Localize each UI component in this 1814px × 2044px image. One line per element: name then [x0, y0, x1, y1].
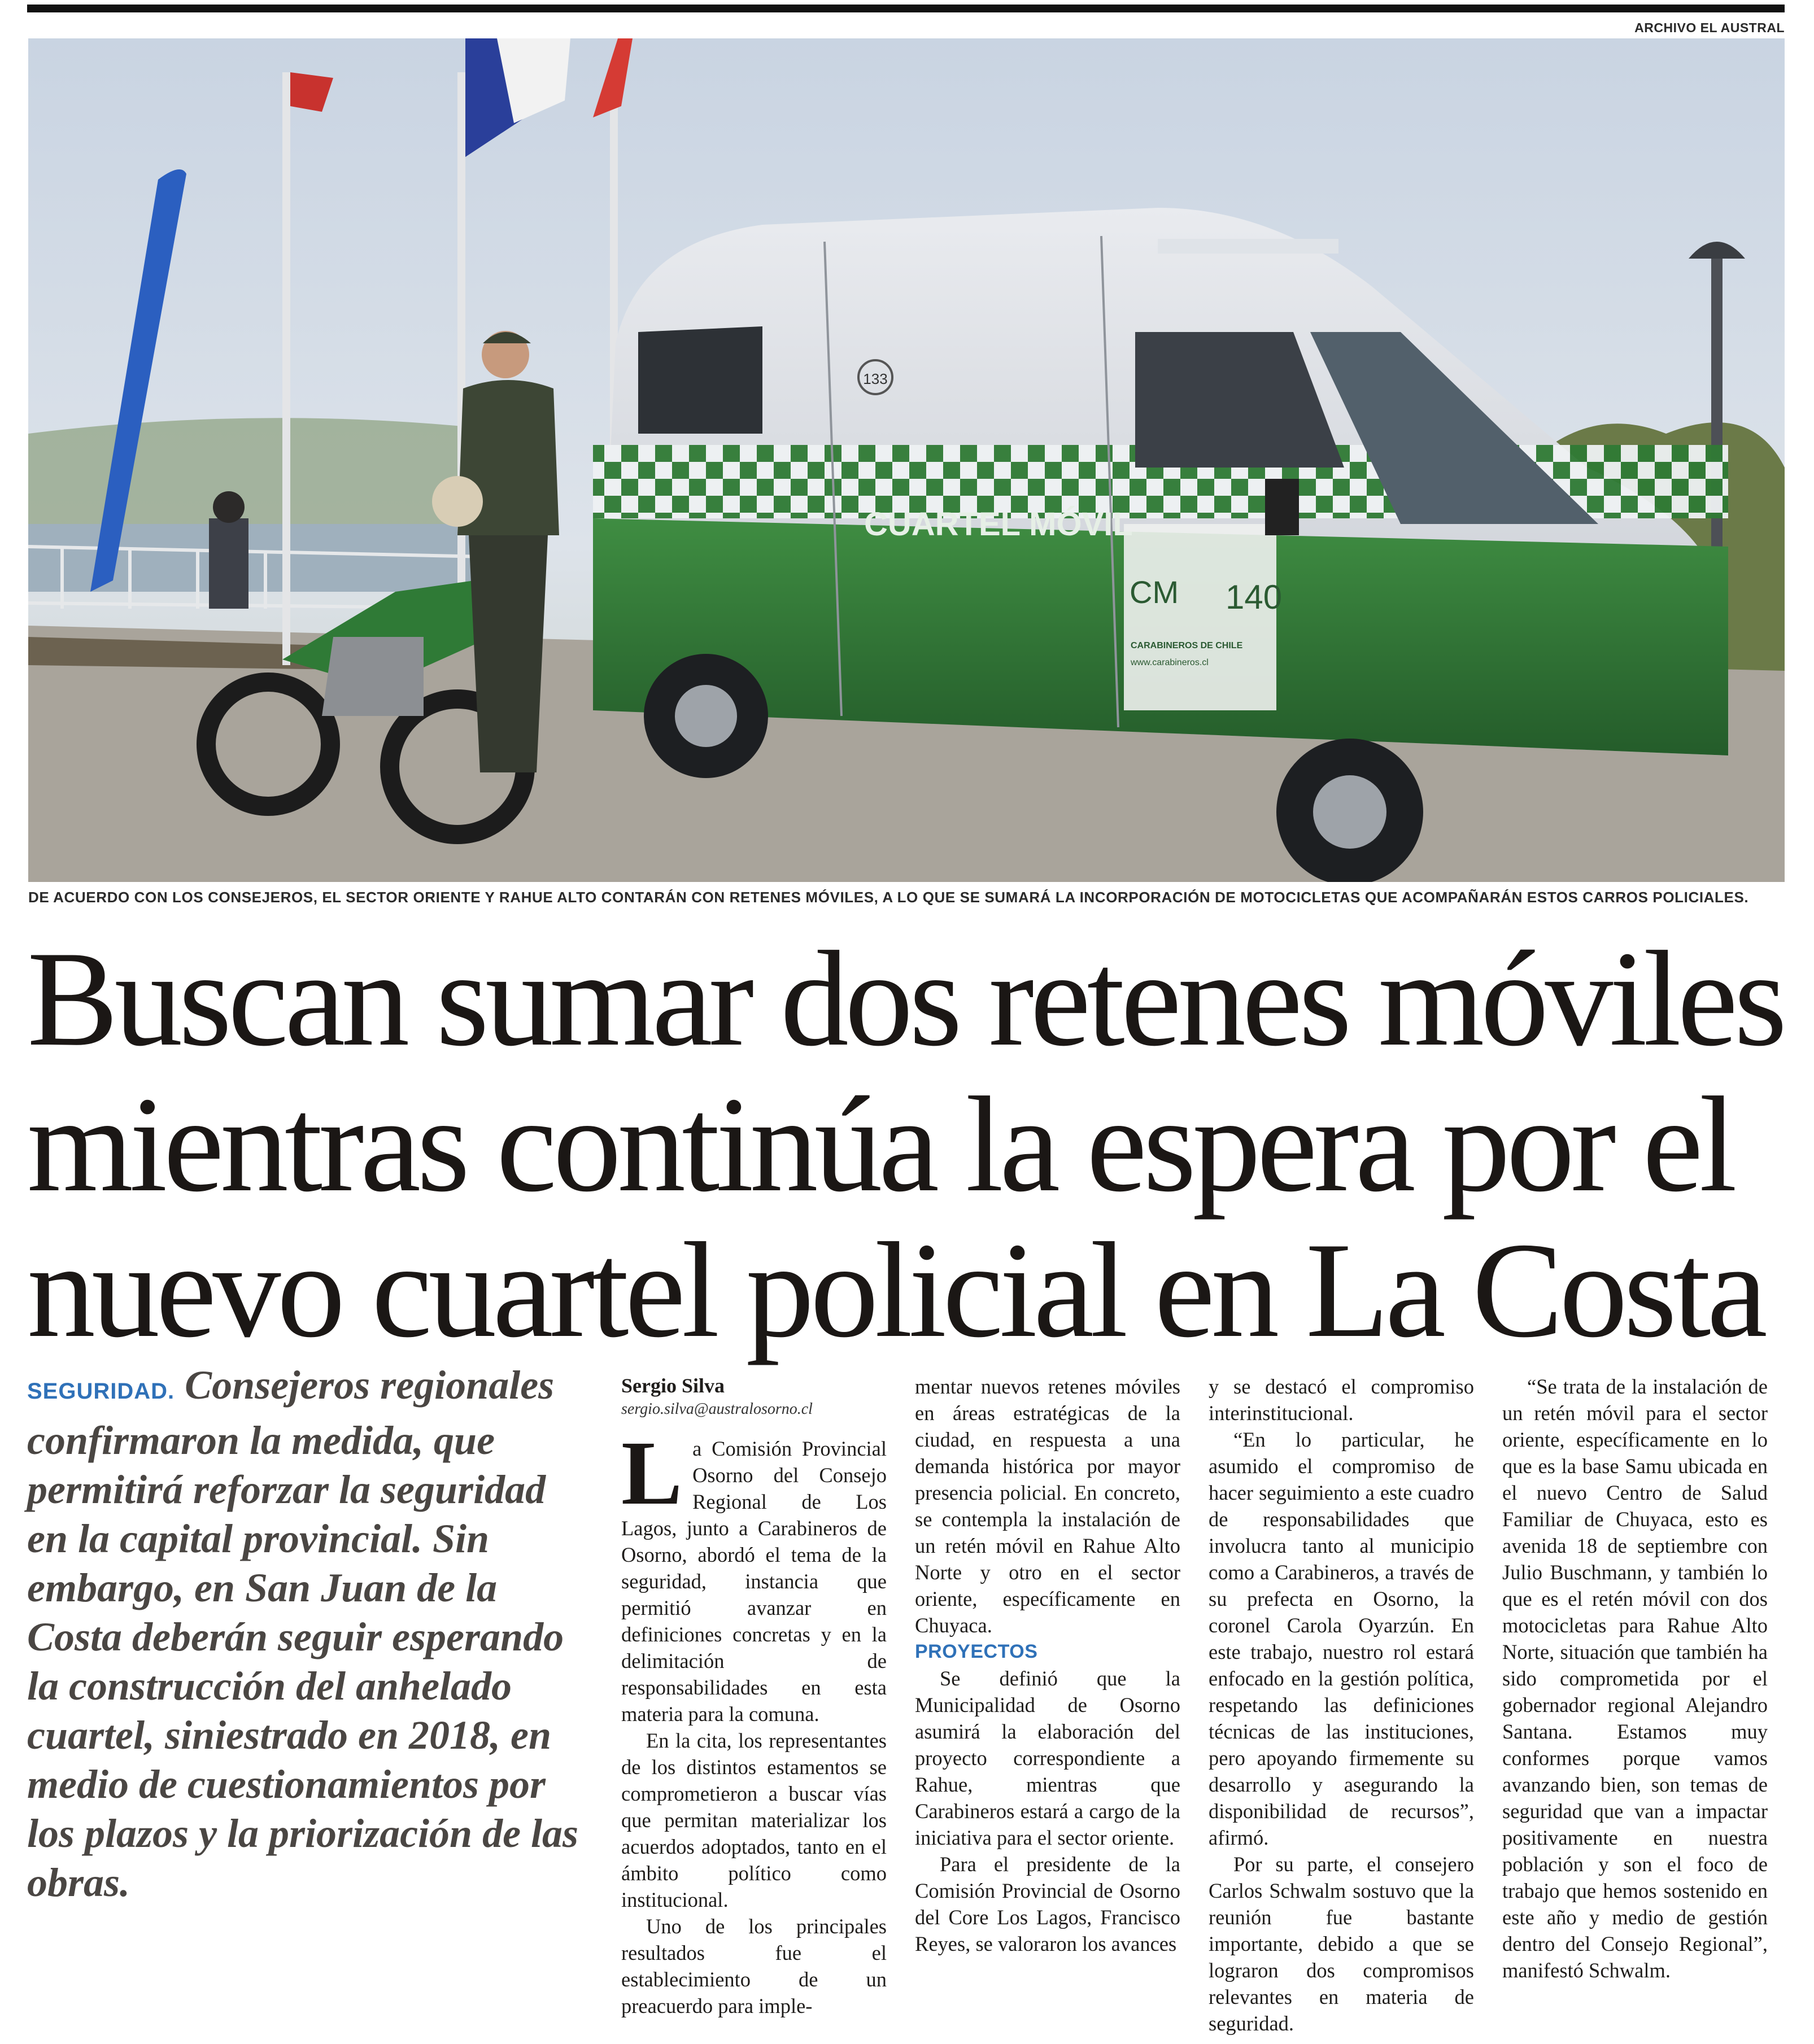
- section-kicker: SEGURIDAD.: [27, 1379, 175, 1404]
- body-paragraph-8: “Se trata de la instalación de un retén móvil para el sector oriente, específicamente en lo que es la base Samu ubicada en el nuevo Centro de Salud Familiar de Chuyaca, esto es avenida 18 de septiembre con Julio Buschmann, y también lo que es el retén móvil con dos motocicletas para Rahue Alto Norte, situación que también ha sido comprometida por el gobernador regional Alejandro Santana. Estamos muy conformes porque vamos avanzando bien, son temas de seguridad que van a impactar positivamente en nuestra población y son el foco de trabajo que hemos sostenido en este año y medio de gestión dentro del Consejo Regional”, manifestó Schwalm.: [1502, 1375, 1768, 1982]
- body-paragraph-1: [621, 1423, 887, 1727]
- article-column-3: [1209, 1373, 1474, 2037]
- author-email: sergio.silva@australosorno.cl: [621, 1400, 813, 1418]
- top-rule: [27, 5, 1785, 12]
- body-paragraph-3-start: Uno de los principales resultados fue el establecimiento de un preacuerdo para imple-: [621, 1915, 887, 2017]
- headline: [27, 923, 1795, 1366]
- van-door-web: www.carabineros.cl: [1131, 658, 1209, 667]
- article-column-4: [1502, 1373, 1768, 1984]
- photo-caption: DE ACUERDO CON LOS CONSEJEROS, EL SECTOR ORIENTE Y RAHUE ALTO CONTARÁN CON RETENES MÓVILES, A LO QUE SE SUMARÁ LA INCORPORACIÓN DE MOTOCICLETAS QUE ACOMPAÑARÁN ESTOS CARROS POLICIALES.: [28, 889, 1749, 906]
- body-paragraph-5-end: y se destacó el compromiso interinstitucional.: [1209, 1375, 1474, 1425]
- subhead-proyectos: PROYECTOS: [915, 1641, 1038, 1662]
- van-door-text: CARABINEROS DE CHILE: [1131, 641, 1243, 650]
- article-column-2: [915, 1373, 1180, 1957]
- lead-paragraph: [27, 1361, 592, 1907]
- body-paragraph-3-end: mentar nuevos retenes móviles en áreas estratégicas de la ciudad, en respuesta a una demanda histórica por mayor presencia policial. En concreto, se contempla la instalación de un retén móvil en Rahue Alto Norte y otro en el sector oriente, específicamente en Chuyaca.: [915, 1375, 1180, 1637]
- headline-line-3: nuevo cuartel policial en La Costa: [27, 1215, 1764, 1366]
- photo-illustration: [28, 38, 1785, 882]
- author-name: Sergio Silva: [621, 1374, 725, 1397]
- article-column-1: [621, 1373, 887, 2019]
- drop-cap: L: [621, 1423, 683, 1524]
- news-photo: [28, 38, 1785, 882]
- body-paragraph-1-text: a Comisión Provincial Osorno del Consejo Regional de Los Lagos, junto a Carabineros de Osorno, abordó el tema de la seguridad, instancia que permitió avanzar en definiciones concretas y en la delimitación de responsabilidades en esta materia para la comuna.: [621, 1437, 887, 1726]
- body-paragraph-4: Se definió que la Municipalidad de Osorno asumirá la elaboración del proyecto correspondiente a Rahue, mientras que Carabineros estará a cargo de la iniciativa para el sector oriente.: [915, 1667, 1180, 1849]
- body-paragraph-5-start: Para el presidente de la Comisión Provincial de Osorno del Core Los Lagos, Francisco Reyes, se valoraron los avances: [915, 1853, 1180, 1955]
- body-paragraph-6: “En lo particular, he asumido el compromiso de hacer seguimiento a este cuadro de responsabilidades que involucra tanto al municipio como a Carabineros, a través de su prefecta en Osorno, la coronel Carola Oyarzún. En este trabajo, nuestro rol estará enfocado en la gestión política, respetando las definiciones técnicas de las instituciones, pero apoyando firmemente su desarrollo y asegurando la disponibilidad de recursos”, afirmó.: [1209, 1428, 1474, 1849]
- headline-line-2: mientras continúa la espera por el: [27, 1069, 1733, 1220]
- van-roof-number: 133: [863, 370, 888, 387]
- headline-line-1: Buscan sumar dos retenes móviles: [27, 923, 1784, 1075]
- photo-credit: ARCHIVO EL AUSTRAL: [1634, 20, 1785, 35]
- van-code: CM: [1130, 574, 1179, 610]
- van-label: CUARTEL MÓVIL: [864, 506, 1133, 543]
- body-paragraph-2: En la cita, los representantes de los distintos estamentos se comprometieron a buscar vías que permitan materializar los acuerdos adoptados, tanto en el ámbito político como institucional.: [621, 1729, 887, 1911]
- lead-text: Consejeros regionales confirmaron la medida, que permitirá reforzar la seguridad en la capital provincial. Sin embargo, en San Juan de la Costa deberán seguir esperando la construcción del anhelado cuartel, siniestrado en 2018, en medio de cuestionamientos por los plazos y la priorización de las obras.: [27, 1362, 579, 1905]
- van-number: 140: [1226, 578, 1283, 616]
- body-paragraph-7: Por su parte, el consejero Carlos Schwalm sostuvo que la reunión fue bastante importante, debido a que se lograron dos compromisos relevantes en materia de seguridad.: [1209, 1853, 1474, 2035]
